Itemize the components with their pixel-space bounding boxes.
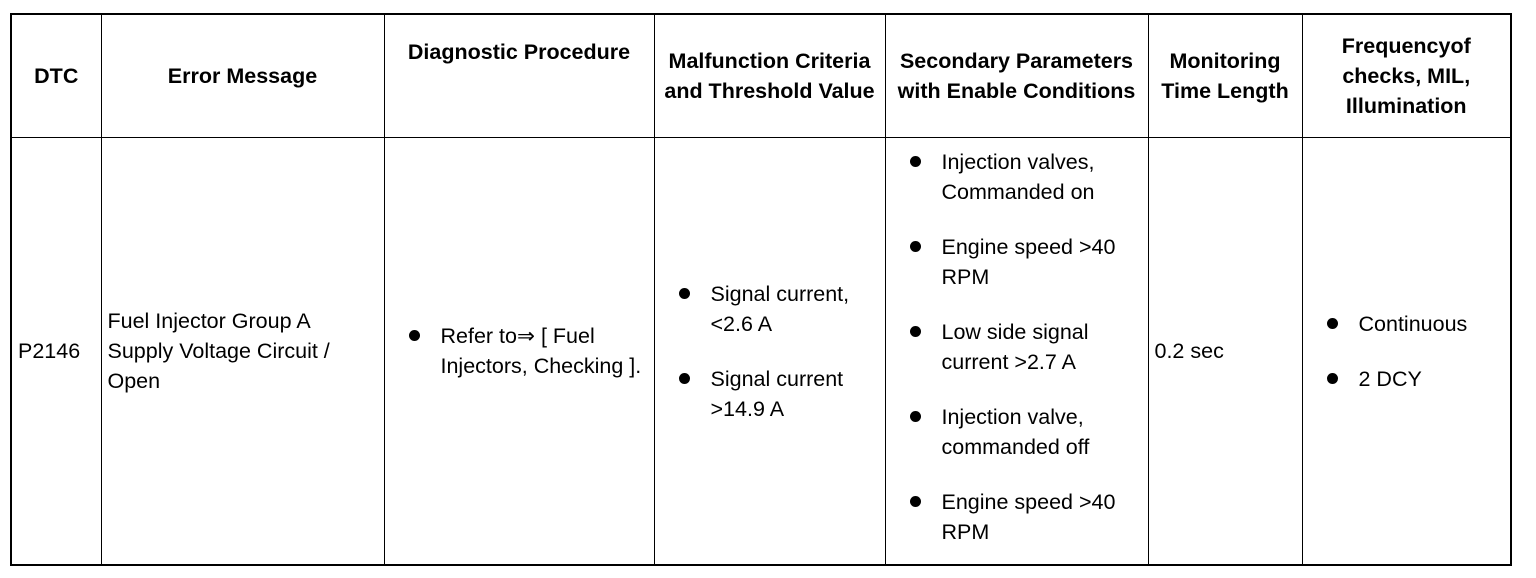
- header-error-message: Error Message: [101, 14, 384, 138]
- cell-error-message: Fuel Injector Group A Supply Voltage Circuit / Open: [101, 138, 384, 566]
- cell-dtc: P2146: [11, 138, 101, 566]
- secondary-parameters-list: [892, 147, 1142, 547]
- list-item: Engine speed >40 RPM: [892, 232, 1142, 292]
- header-monitoring-time: Monitoring Time Length: [1148, 14, 1302, 138]
- list-item: Continuous: [1309, 309, 1505, 339]
- list-item: Injection valve, commanded off: [892, 402, 1142, 462]
- cell-monitoring-time: 0.2 sec: [1148, 138, 1302, 566]
- list-item: Low side signal current >2.7 A: [892, 317, 1142, 377]
- header-diagnostic-procedure: Diagnostic Procedure: [384, 14, 654, 138]
- list-item: Signal current >14.9 A: [661, 364, 879, 424]
- list-item: Signal current, <2.6 A: [661, 279, 879, 339]
- diagnostic-procedure-list: [391, 321, 648, 381]
- list-item: Refer to⇒ [ Fuel Injectors, Checking ].: [391, 321, 648, 381]
- list-item: Engine speed >40 RPM: [892, 487, 1142, 547]
- list-item: Injection valves, Commanded on: [892, 147, 1142, 207]
- table-row: [11, 138, 1511, 566]
- cell-frequency: [1302, 138, 1511, 566]
- cell-malfunction-criteria: [654, 138, 885, 566]
- cell-secondary-parameters: [885, 138, 1148, 566]
- list-item: 2 DCY: [1309, 364, 1505, 394]
- header-frequency: Frequencyof checks, MIL, Illumination: [1302, 14, 1511, 138]
- dtc-table: [10, 13, 1512, 566]
- malfunction-criteria-list: [661, 279, 879, 424]
- header-dtc: DTC: [11, 14, 101, 138]
- header-secondary-parameters: Secondary Parameters with Enable Conditions: [885, 14, 1148, 138]
- header-malfunction-criteria: Malfunction Criteria and Threshold Value: [654, 14, 885, 138]
- cell-diagnostic-procedure: [384, 138, 654, 566]
- frequency-list: [1309, 309, 1505, 394]
- header-row: [11, 14, 1511, 138]
